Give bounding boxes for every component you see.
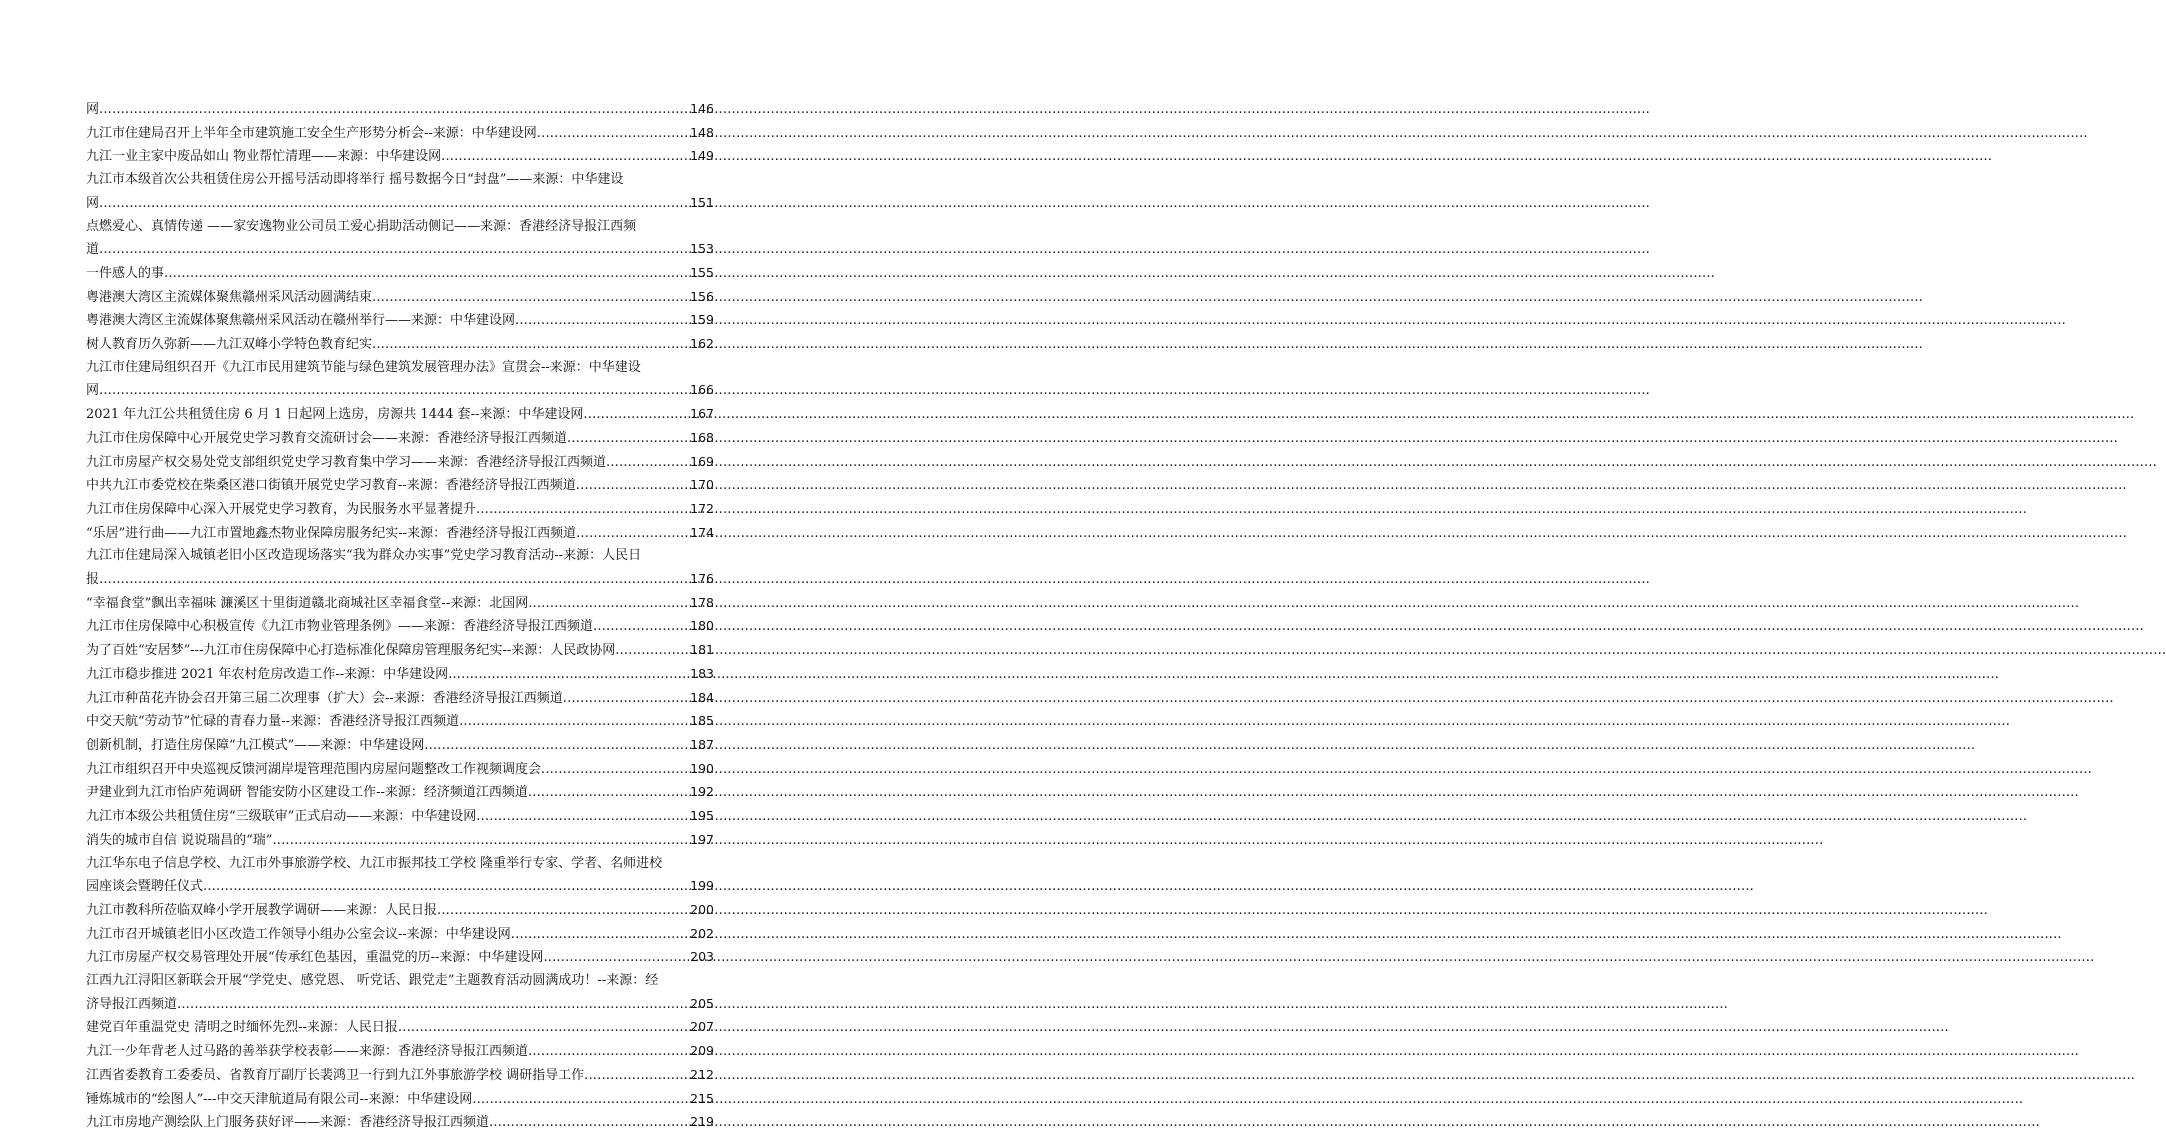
toc-entry-title: 九江市住建局召开上半年全市建筑施工安全生产形势分析会--来源：中华建设网 — [86, 125, 537, 141]
page-number: 159 — [690, 312, 714, 328]
toc-entry-line — [86, 192, 714, 216]
toc-entry-title-continuation: 济导报江西频道 — [86, 996, 178, 1012]
page-number: 184 — [690, 689, 714, 705]
toc-entry[interactable] — [86, 169, 714, 215]
toc-entry-title: 九江市住建局组织召开《九江市民用建筑节能与绿色建筑发展管理办法》宣贯会--来源：中华建设 — [86, 359, 641, 375]
page-number: 172 — [690, 500, 714, 516]
page-number: 185 — [690, 713, 714, 729]
page-number: 168 — [690, 429, 714, 445]
toc-entry-line — [86, 710, 714, 734]
toc-entry-line — [86, 615, 714, 639]
page-number: 207 — [690, 1019, 714, 1035]
dot-leader — [583, 404, 689, 427]
toc-entry-title: 九江市本级公共租赁住房“三级联审”正式启动——来源：中华建设网 — [86, 809, 477, 825]
page-number: 178 — [690, 594, 714, 610]
toc-entry-line — [86, 309, 714, 333]
toc-entry-title-continuation: 网 — [86, 195, 100, 211]
dot-leader — [537, 123, 689, 146]
toc-entry-title: 九江市房屋产权交易管理处开展“传承红色基因，重温党的历--来源：中华建设网 — [86, 950, 544, 966]
toc-entry-line — [86, 1040, 714, 1064]
toc-entry-title-continuation: 报 — [86, 572, 100, 588]
page-number: 162 — [690, 336, 714, 352]
toc-entry-title: 粤港澳大湾区主流媒体聚焦赣州采风活动圆满结束 — [86, 289, 373, 305]
toc-entry[interactable] — [86, 122, 714, 146]
page-number: 192 — [690, 784, 714, 800]
toc-entry[interactable] — [86, 758, 714, 782]
page-number: 203 — [690, 949, 714, 965]
toc-entry[interactable] — [86, 357, 714, 403]
page-number: 209 — [690, 1043, 714, 1059]
page-number: 205 — [690, 995, 714, 1011]
toc-entry[interactable] — [86, 923, 714, 947]
dot-leader — [372, 287, 689, 310]
dot-leader — [99, 569, 689, 592]
toc-entry-title: 九江市本级首次公共租赁住房公开摇号活动即将举行 摇号数据今日“封盘”——来源：中华建设 — [86, 172, 624, 188]
dot-leader — [541, 759, 689, 782]
toc-entry-title: 江西省委教育工委委员、省教育厅副厅长裴鸿卫一行到九江外事旅游学校 调研指导工作 — [86, 1067, 585, 1083]
dot-leader — [489, 1112, 689, 1135]
page-number: 183 — [690, 665, 714, 681]
toc-entry-title: 九江一业主家中废品如山 物业帮忙清理——来源：中华建设网 — [86, 149, 442, 165]
toc-entry-line — [86, 663, 714, 687]
toc-entry-title: 消失的城市自信 说说瑞昌的“瑞” — [86, 832, 273, 848]
toc-entry-line — [86, 238, 714, 262]
toc-entry-title: 为了百姓“安居梦”---九江市住房保障中心打造标准化保障房管理服务纪实--来源：人民政协网 — [86, 643, 616, 659]
dot-leader — [372, 334, 689, 357]
toc-entry[interactable] — [86, 615, 714, 639]
toc-entry-title: “幸福食堂”飘出幸福味 濂溪区十里街道赣北商城社区幸福食堂--来源：北国网 — [86, 595, 529, 611]
page-number: 151 — [690, 194, 714, 210]
toc-entry-line — [86, 829, 714, 853]
dot-leader — [563, 688, 689, 711]
dot-leader — [543, 947, 689, 970]
dot-leader — [164, 263, 689, 286]
dot-leader — [584, 1065, 689, 1088]
toc-entry[interactable] — [86, 710, 714, 734]
toc-entry[interactable] — [86, 403, 714, 427]
toc-entry-line — [86, 122, 714, 146]
dot-leader — [99, 99, 689, 122]
toc-entry-line — [86, 805, 714, 829]
page-number: 174 — [690, 524, 714, 540]
toc-entry-line — [86, 427, 714, 451]
page-number: 170 — [690, 477, 714, 493]
toc-entry-line — [86, 687, 714, 711]
page-number: 202 — [690, 925, 714, 941]
dot-leader — [177, 994, 689, 1017]
page-number: 146 — [690, 101, 714, 116]
page-number: 148 — [690, 124, 714, 140]
toc-entry-line — [86, 498, 714, 522]
toc-entry-title: 江西九江浔阳区新联会开展“学党史、感党恩、 听党话、跟党走”主题教育活动圆满成功！--来源：经 — [86, 973, 659, 989]
page-number: 155 — [690, 264, 714, 280]
toc-entry-line — [86, 145, 714, 169]
dot-leader — [593, 616, 689, 639]
toc-entry-title: 九江市住建局深入城镇老旧小区改造现场落实“我为群众办实事”党史学习教育活动--来源：人民日 — [86, 548, 642, 564]
toc-entry-title: 创新机制，打造住房保障“九江模式”——来源：中华建设网 — [86, 737, 425, 753]
toc-entry-title: 粤港澳大湾区主流媒体聚焦赣州采风活动在赣州举行——来源：中华建设网 — [86, 313, 516, 329]
toc-entry[interactable] — [86, 333, 714, 357]
toc-entry-line — [86, 734, 714, 758]
toc-entry[interactable] — [86, 451, 714, 475]
toc-entry-title-continuation: 网 — [86, 102, 100, 117]
toc-entry-title: 九江市住房保障中心深入开展党史学习教育，为民服务水平显著提升 — [86, 501, 477, 517]
toc-entry[interactable] — [86, 853, 714, 899]
dot-leader — [398, 1017, 689, 1040]
toc-entry[interactable] — [86, 309, 714, 333]
page-number: 195 — [690, 808, 714, 824]
toc-entry-title: 锤炼城市的“绘图人”---中交天津航道局有限公司--来源：中华建设网 — [86, 1091, 473, 1107]
toc-entry[interactable] — [86, 474, 714, 498]
page-number: 176 — [690, 571, 714, 587]
toc-entry[interactable] — [86, 663, 714, 687]
toc-entry[interactable] — [86, 781, 714, 805]
toc-entry[interactable] — [86, 262, 714, 286]
toc-entry-title: 九江市种苗花卉协会召开第三届二次理事（扩大）会--来源：香港经济导报江西频道 — [86, 690, 563, 706]
toc-entry[interactable] — [86, 1088, 714, 1112]
page-number: 169 — [690, 453, 714, 469]
toc-entry-title: 中共九江市委党校在柴桑区港口街镇开展党史学习教育--来源：香港经济导报江西频道 — [86, 478, 576, 494]
page-number: 197 — [690, 831, 714, 847]
dot-leader — [99, 239, 689, 262]
page-number: 212 — [690, 1066, 714, 1082]
toc-entry-line — [86, 1088, 714, 1112]
dot-leader — [606, 452, 689, 475]
dot-leader — [476, 806, 689, 829]
toc-entry-line — [86, 592, 714, 616]
toc-entry-line — [86, 993, 714, 1017]
toc-entry-title: 九江华东电子信息学校、九江市外事旅游学校、九江市振邦技工学校 隆重举行专家、学者、名师进校 — [86, 855, 663, 871]
dot-leader — [476, 499, 689, 522]
toc-entry-line — [86, 262, 714, 286]
toc-entry-title: 尹建业到九江市怡庐苑调研 智能安防小区建设工作--来源：经济频道江西频道 — [86, 785, 528, 801]
page-number: 167 — [690, 406, 714, 422]
dot-leader — [448, 664, 689, 687]
page-number: 153 — [690, 241, 714, 257]
toc-entry-title-continuation: 园座谈会暨聘任仪式 — [86, 879, 204, 895]
page-number: 200 — [690, 901, 714, 917]
dot-leader — [576, 523, 689, 546]
toc-entry-title: 九江市房地产测绘队上门服务获好评——来源：香港经济导报江西频道 — [86, 1115, 490, 1131]
toc-entry[interactable] — [86, 899, 714, 923]
dot-leader — [437, 900, 689, 923]
page-number: 187 — [690, 736, 714, 752]
page-number: 181 — [690, 642, 714, 658]
toc-entry-title: 九江市召开城镇老旧小区改造工作领导小组办公室会议--来源：中华建设网 — [86, 926, 511, 942]
toc-entry-title: 九江市住房保障中心积极宣传《九江市物业管理条例》——来源：香港经济导报江西频道 — [86, 619, 594, 635]
toc-entry-title: 九江市教科所莅临双峰小学开展教学调研——来源：人民日报 — [86, 902, 438, 918]
toc-entry[interactable] — [86, 1111, 714, 1135]
toc-entry[interactable] — [86, 1064, 714, 1088]
dot-leader — [459, 711, 689, 734]
page-number: 180 — [690, 618, 714, 634]
toc-entry[interactable] — [86, 592, 714, 616]
toc-entry-line — [86, 1064, 714, 1088]
toc-entry-line — [86, 403, 714, 427]
dot-leader — [99, 193, 689, 216]
toc-entry[interactable] — [86, 805, 714, 829]
dot-leader — [441, 146, 689, 169]
toc-entry-title-continuation: 道 — [86, 242, 100, 258]
dot-leader — [472, 1089, 689, 1112]
toc-entry[interactable] — [86, 522, 714, 546]
toc-entry-title: 九江市房屋产权交易处党支部组织党史学习教育集中学习——来源：香港经济导报江西频道 — [86, 454, 607, 470]
toc-entry[interactable] — [86, 216, 714, 262]
toc-entry-title: 九江市稳步推进 2021 年农村危房改造工作--来源：中华建设网 — [86, 666, 449, 682]
dot-leader — [615, 640, 689, 663]
toc-entry-title: 中交天航“劳动节”忙碌的青春力量--来源：香港经济导报江西频道 — [86, 714, 460, 730]
toc-entry[interactable] — [86, 1016, 714, 1040]
toc-entry-line — [86, 1111, 714, 1135]
toc-entry-line — [86, 474, 714, 498]
toc-entry-line — [86, 522, 714, 546]
toc-entry-title: 建党百年重温党史 清明之时缅怀先烈--来源：人民日报 — [86, 1020, 398, 1036]
dot-leader — [528, 782, 689, 805]
dot-leader — [515, 310, 689, 333]
toc-entry-title: 九江一少年背老人过马路的善举获学校表彰——来源：香港经济导报江西频道 — [86, 1044, 529, 1060]
page-number: 199 — [690, 878, 714, 894]
page-number: 156 — [690, 288, 714, 304]
toc-entry-line — [86, 639, 714, 663]
toc-entry[interactable] — [86, 545, 714, 591]
toc-entry[interactable] — [86, 427, 714, 451]
toc-entry-line — [86, 946, 714, 970]
toc-entry-title: 树人教育历久弥新——九江双峰小学特色教育纪实 — [86, 337, 373, 353]
toc-entry-line — [86, 923, 714, 947]
toc-entry[interactable] — [86, 829, 714, 853]
dot-leader — [272, 830, 689, 853]
dot-leader — [511, 924, 689, 947]
toc-entry-line — [86, 781, 714, 805]
toc-entry[interactable] — [86, 145, 714, 169]
toc-entry-title: 一件感人的事 — [86, 265, 165, 281]
dot-leader — [567, 428, 689, 451]
toc-entry-title: 2021 年九江公共租赁住房 6 月 1 日起网上选房，房源共 1444 套--来源：中华建设网 — [86, 407, 584, 423]
dot-leader — [99, 380, 689, 403]
toc-entry-line — [86, 1016, 714, 1040]
page-number: 219 — [690, 1114, 714, 1130]
toc-entry[interactable] — [86, 286, 714, 310]
toc-entry[interactable] — [86, 734, 714, 758]
dot-leader — [203, 876, 689, 899]
toc-entry-line — [86, 98, 714, 122]
toc-entry-line — [86, 568, 714, 592]
dot-leader — [576, 475, 689, 498]
toc-entry-line — [86, 333, 714, 357]
toc-entry[interactable] — [86, 639, 714, 663]
toc-entry[interactable] — [86, 970, 714, 1016]
table-of-contents — [86, 98, 714, 1135]
toc-entry[interactable] — [86, 1040, 714, 1064]
toc-entry-title: 九江市组织召开中央巡视反馈河湖岸堤管理范围内房屋问题整改工作视频调度会 — [86, 761, 542, 777]
toc-entry-line — [86, 899, 714, 923]
toc-entry-line — [86, 875, 714, 899]
toc-entry-line — [86, 758, 714, 782]
page-number: 149 — [690, 148, 714, 164]
toc-entry[interactable] — [86, 98, 714, 122]
toc-entry-title-continuation: 网 — [86, 383, 100, 399]
toc-entry[interactable] — [86, 687, 714, 711]
toc-entry-line — [86, 379, 714, 403]
dot-leader — [528, 593, 689, 616]
page-number: 190 — [690, 760, 714, 776]
toc-entry[interactable] — [86, 498, 714, 522]
toc-entry-line — [86, 286, 714, 310]
dot-leader — [424, 735, 689, 758]
page-number: 166 — [690, 382, 714, 398]
toc-entry-title: 九江市住房保障中心开展党史学习教育交流研讨会——来源：香港经济导报江西频道 — [86, 430, 568, 446]
dot-leader — [528, 1041, 689, 1064]
toc-entry-title: 点燃爱心、真情传递 ——家安逸物业公司员工爱心捐助活动侧记——来源：香港经济导报江西频 — [86, 218, 637, 234]
toc-entry-title: “乐居”进行曲——九江市置地鑫杰物业保障房服务纪实--来源：香港经济导报江西频道 — [86, 525, 577, 541]
toc-entry-line — [86, 451, 714, 475]
page-number: 215 — [690, 1090, 714, 1106]
toc-entry[interactable] — [86, 946, 714, 970]
